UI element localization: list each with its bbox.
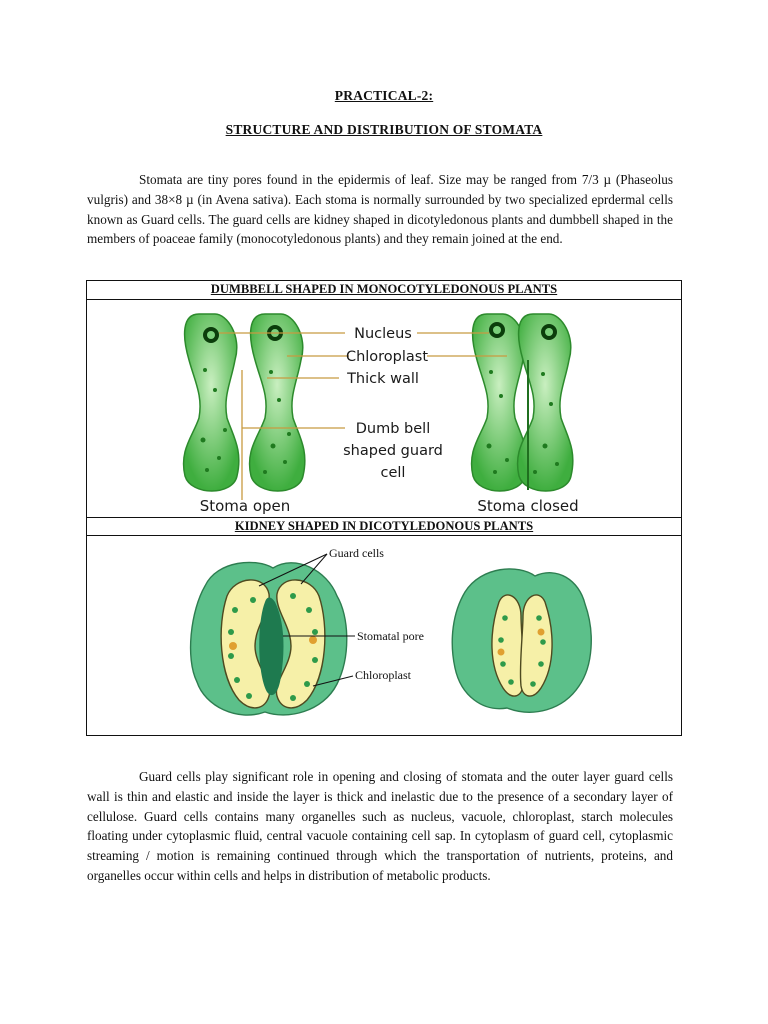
label-chloroplast-dicot: Chloroplast bbox=[355, 668, 411, 682]
kidney-stomata-illustration bbox=[87, 536, 681, 736]
label-nucleus: Nucleus bbox=[354, 326, 412, 342]
figure2-heading: KIDNEY SHAPED IN DICOTYLEDONOUS PLANTS bbox=[234, 519, 534, 533]
figure1-heading: DUMBBELL SHAPED IN MONOCOTYLEDONOUS PLANTS bbox=[210, 282, 558, 296]
label-thick-wall: Thick wall bbox=[347, 371, 419, 387]
label-stoma-open: Stoma open bbox=[199, 497, 291, 515]
figure2-header-row bbox=[87, 517, 681, 536]
label-stomatal-pore: Stomatal pore bbox=[357, 629, 424, 643]
closing-paragraph: Guard cells play significant role in opening and closing of stomata and the outer layer guard cells wall is thin and elastic and inside the layer is thick and inelastic due to the presence of a secondary layer of cellulose. Guard cells contains many organelles such as nucleus, vacuole, chloroplast, starch molecules floating under cytoplasmic fluid, central vacuole containing cell sap. In cytoplasm of guard cell, cytoplasmic streaming / motion is remaining continued through which the transportation of nutrients, proteins, and organelles occur within cells and helps in distribution of metabolic products. bbox=[87, 769, 673, 883]
page-title: PRACTICAL-2: bbox=[334, 88, 434, 103]
label-stoma-closed: Stoma closed bbox=[477, 497, 579, 515]
label-guard-cells: Guard cells bbox=[329, 546, 384, 560]
label-dumbbell-line3: cell bbox=[380, 465, 406, 481]
label-chloroplast: Chloroplast bbox=[345, 349, 429, 365]
label-dumbbell-line2: shaped guard bbox=[343, 443, 443, 459]
stoma-open-diagram bbox=[184, 314, 305, 500]
intro-paragraph: Stomata are tiny pores found in the epidermis of leaf. Size may be ranged from 7/3 µ (Phaseolus vulgris) and 38×8 µ (in Avena sativa). Each stoma is normally surrounded by two specialized eprdermal cells known as Guard cells. The guard cells are kidney shaped in dicotyledonous plants and dumbbell shaped in the members of poaceae family (monocotyledonous plants) and they remain joined at the end. bbox=[87, 172, 673, 247]
figure-table bbox=[86, 280, 682, 736]
stoma-open-kidney-diagram bbox=[191, 562, 347, 715]
figure1-header-row bbox=[87, 281, 681, 300]
stoma-closed-kidney-diagram bbox=[452, 569, 591, 712]
stoma-closed-diagram bbox=[472, 314, 573, 491]
dumbbell-stomata-illustration bbox=[87, 300, 681, 518]
label-dumbbell-line1: Dumb bell bbox=[355, 421, 431, 437]
section-title: STRUCTURE AND DISTRIBUTION OF STOMATA bbox=[225, 122, 543, 137]
